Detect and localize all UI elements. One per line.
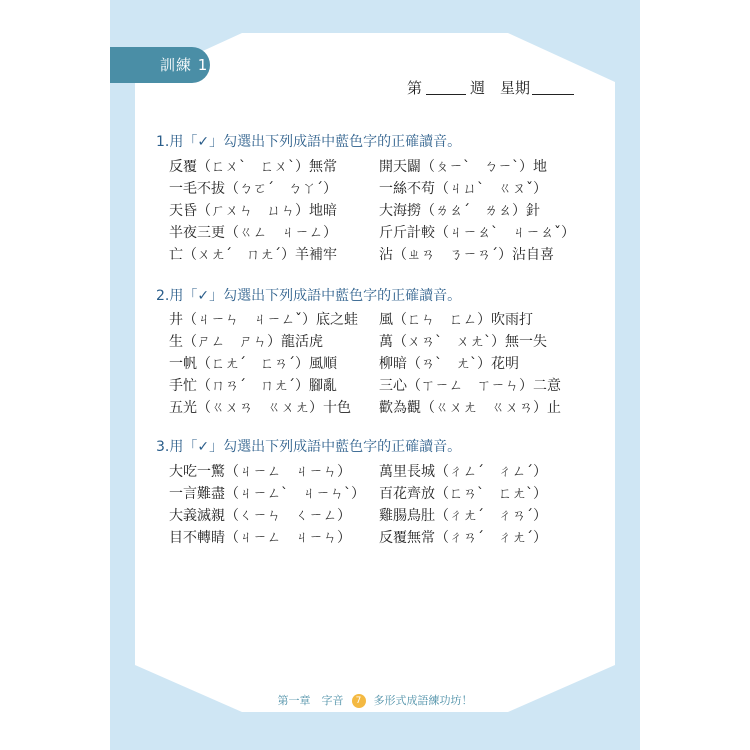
section-title: 1.用「✓」勾選出下列成語中藍色字的正確讀音。 [156,134,462,150]
exercise-item: 一絲不苟（ㄐㄩˋ ㄍㄡˇ） [379,181,547,197]
exercise-item: 柳暗（ㄢˋ ㄤˋ）花明 [379,356,519,372]
exercise-item: 斤斤計較（ㄐㄧㄠˋ ㄐㄧㄠˇ） [379,225,575,241]
section-items [169,313,589,416]
exercise-item: 亡（ㄨㄤˊ ㄇㄤˊ）羊補牢 [169,247,337,263]
footer-chapter: 第一章 字音 [277,694,344,707]
exercise-item: 風（ㄈㄣ ㄈㄥ）吹雨打 [379,312,533,328]
exercise-item: 手忙（ㄇㄢˊ ㄇㄤˊ）腳亂 [169,378,337,394]
exercise-item: 大義滅親（ㄑㄧㄣ ㄑㄧㄥ） [169,508,351,524]
week-weekday-line [407,77,574,98]
week-blank [426,80,466,95]
training-tab: 訓練 1 [110,47,210,83]
section-title: 3.用「✓」勾選出下列成語中藍色字的正確讀音。 [156,439,462,455]
section-title: 2.用「✓」勾選出下列成語中藍色字的正確讀音。 [156,288,462,304]
section-items [169,160,589,263]
exercise-item: 萬里長城（ㄔㄥˊ ㄔㄥˊ） [379,464,547,480]
exercise-item: 目不轉睛（ㄐㄧㄥ ㄐㄧㄣ） [169,530,351,546]
exercise-item: 反覆（ㄈㄨˋ ㄈㄨˋ）無常 [169,159,337,175]
exercise-item: 一毛不拔（ㄅㄛˊ ㄅㄚˊ） [169,181,337,197]
exercise-item: 五光（ㄍㄨㄢ ㄍㄨㄤ）十色 [169,400,351,416]
exercise-item: 雞腸鳥肚（ㄔㄤˊ ㄔㄢˊ） [379,508,547,524]
exercise-item: 大海撈（ㄌㄠˊ ㄌㄠ）針 [379,203,540,219]
page [110,0,640,750]
exercise-item: 井（ㄐㄧㄣ ㄐㄧㄥˇ）底之蛙 [169,312,358,328]
exercise-item: 百花齊放（ㄈㄢˋ ㄈㄤˋ） [379,486,547,502]
footer-subtitle: 多形式成語練功坊！ [373,694,473,707]
exercise-item: 生（ㄕㄥ ㄕㄣ）龍活虎 [169,334,323,350]
exercise-item: 一言難盡（ㄐㄧㄥˋ ㄐㄧㄣˋ） [169,486,365,502]
exercise-item: 一帆（ㄈㄤˊ ㄈㄢˊ）風順 [169,356,337,372]
page-number: 7 [352,694,366,708]
weekday-label: 星期 [499,79,530,97]
exercise-item: 開天闢（ㄆㄧˋ ㄅㄧˋ）地 [379,159,547,175]
exercise-item: 歡為觀（ㄍㄨㄤ ㄍㄨㄢ）止 [379,400,561,416]
section-items [169,465,589,546]
exercise-item: 三心（ㄒㄧㄥ ㄒㄧㄣ）二意 [379,378,561,394]
exercise-item: 反覆無常（ㄔㄢˊ ㄔㄤˊ） [379,530,547,546]
exercise-item: 萬（ㄨㄢˋ ㄨㄤˋ）無一失 [379,334,547,350]
exercise-item: 大吃一驚（ㄐㄧㄥ ㄐㄧㄣ） [169,464,351,480]
week-prefix: 第 [406,79,422,97]
exercise-item: 半夜三更（ㄍㄥ ㄐㄧㄥ） [169,225,337,241]
page-footer [110,692,640,708]
week-suffix: 週 [469,79,485,97]
exercise-item: 沾（ㄓㄢ ㄋㄧㄢˊ）沾自喜 [379,247,554,263]
exercise-item: 天昏（ㄏㄨㄣ ㄩㄣ）地暗 [169,203,337,219]
weekday-blank [532,80,574,95]
